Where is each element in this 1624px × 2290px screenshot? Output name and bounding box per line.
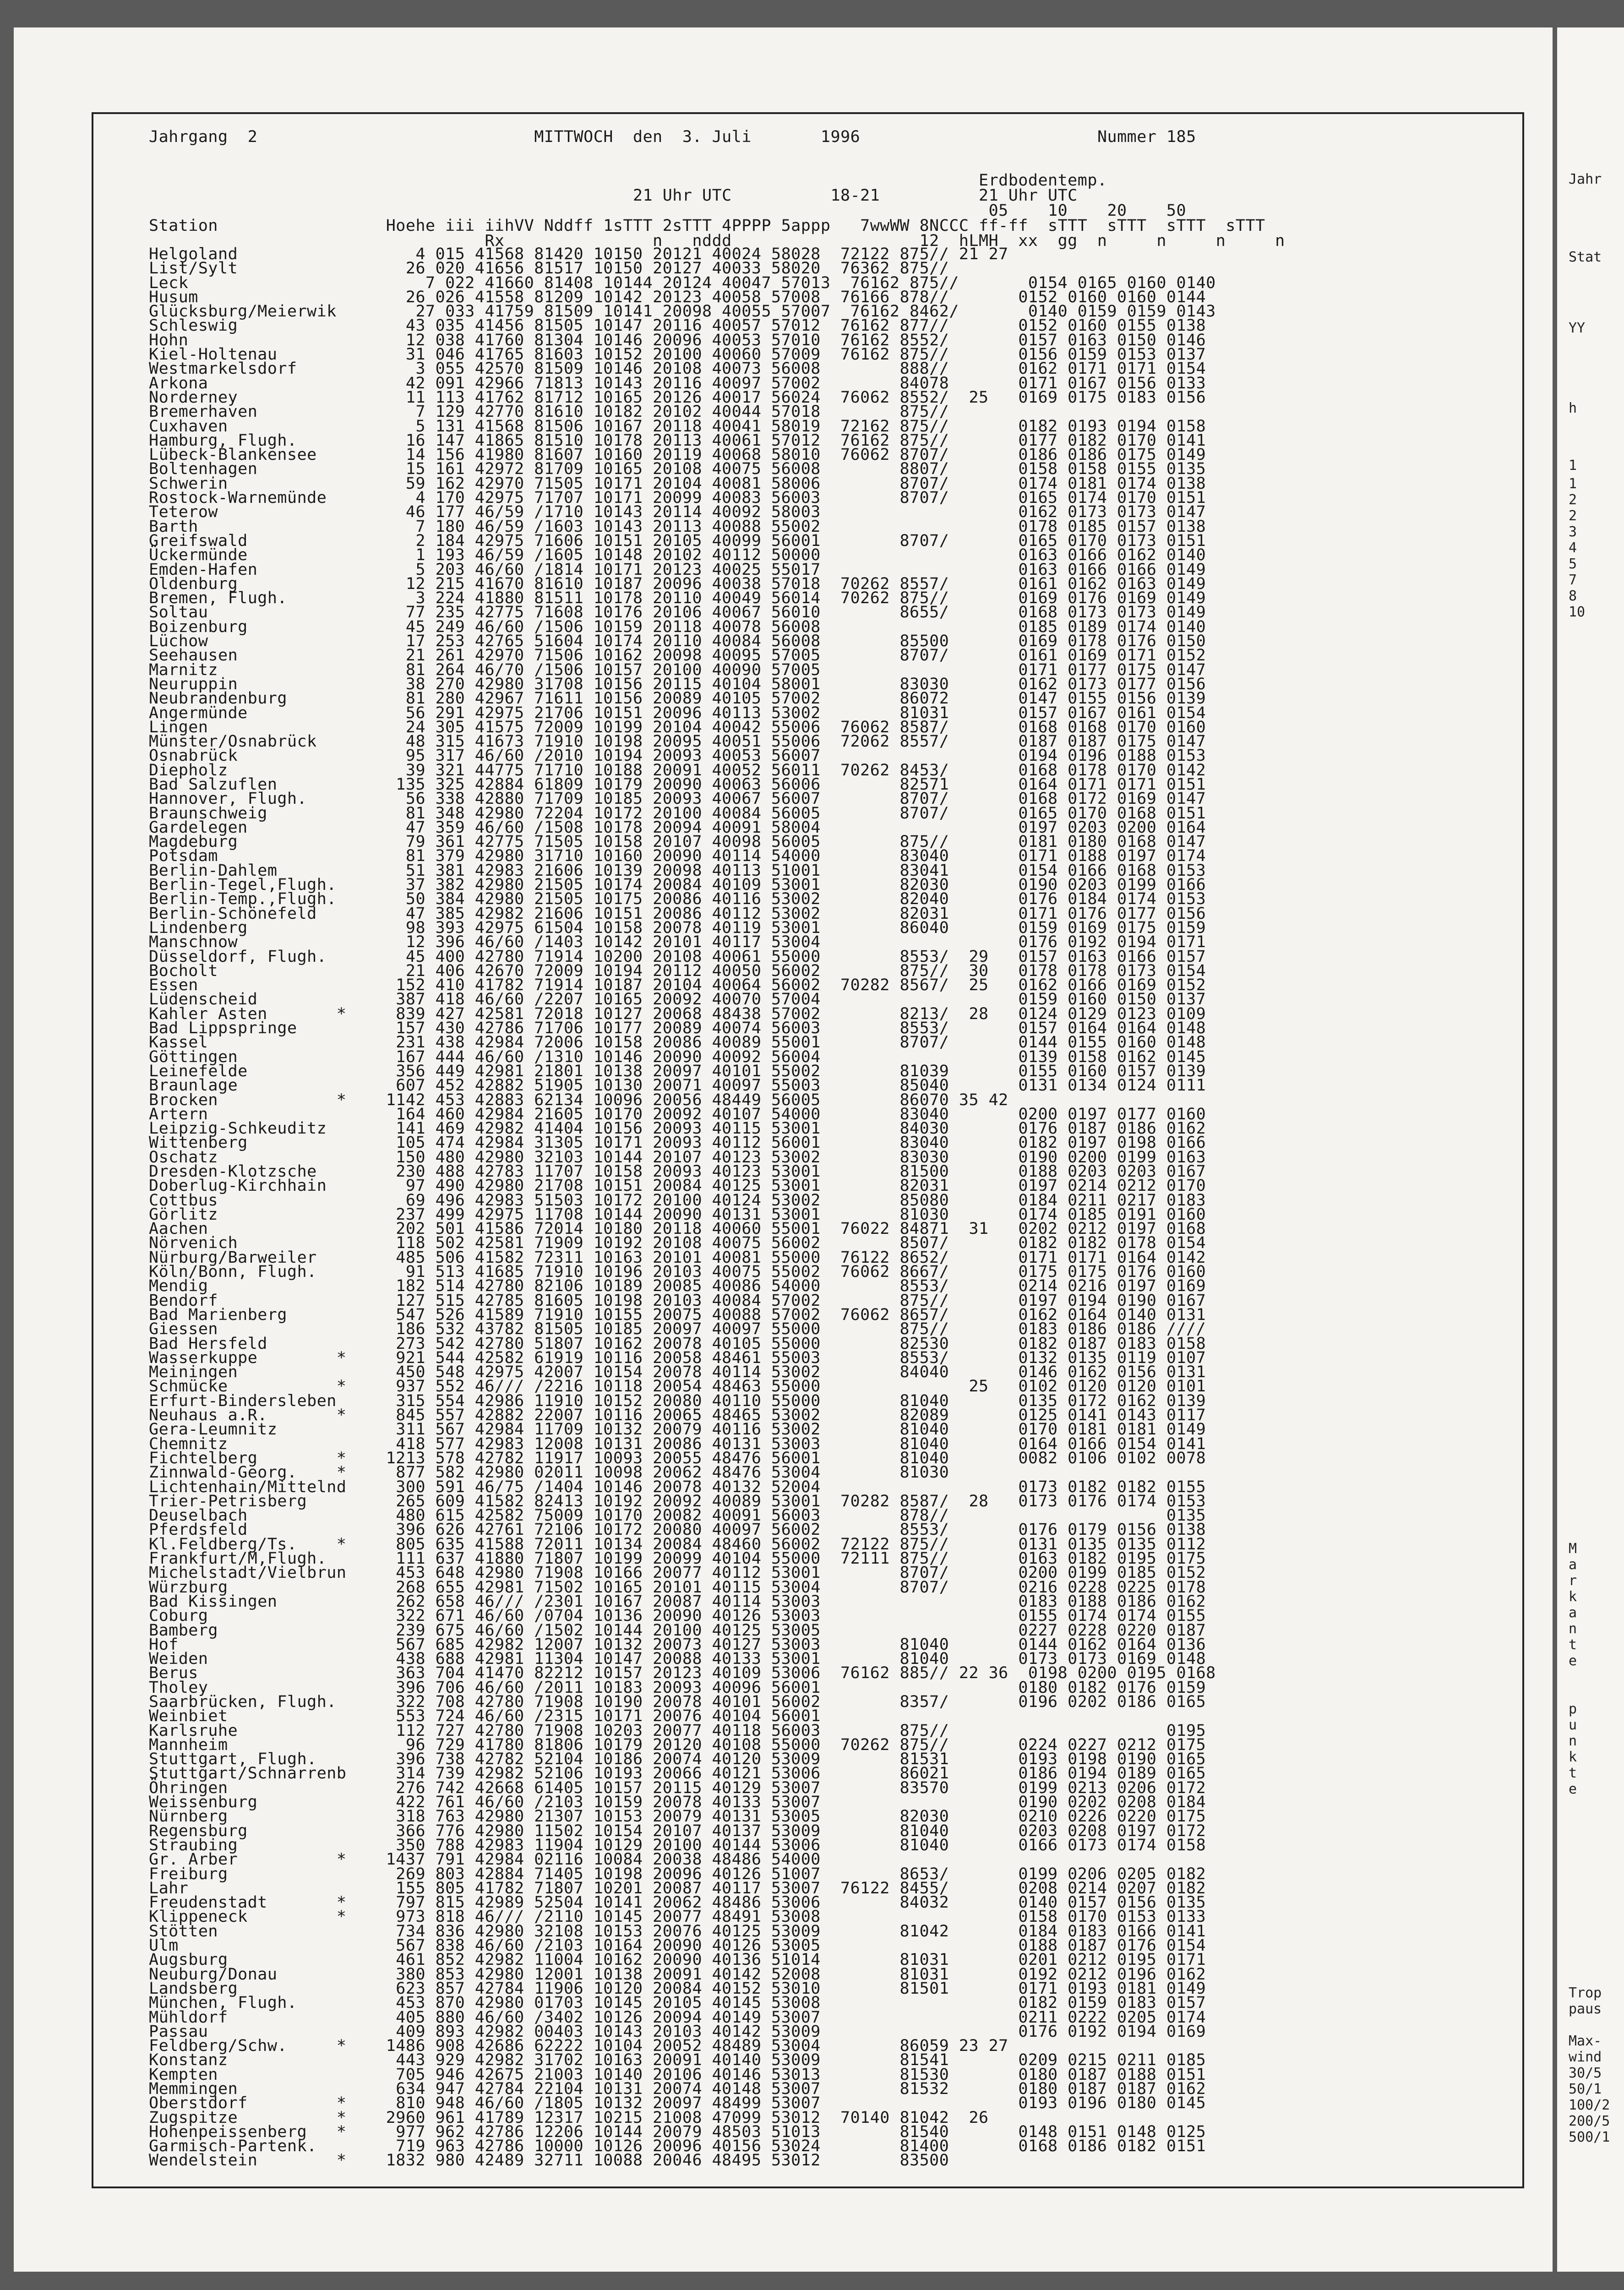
table-row: Öhringen 276 742 42668 61405 10157 20115 40129 53007 83570 0199 0213 0206 0172 [149, 1778, 1206, 1797]
next-page-fragment: k [1569, 1749, 1577, 1765]
table-row: Karlsruhe 112 727 42780 71908 10203 20077 40118 56003 875// 0195 [149, 1721, 1206, 1740]
table-row: List/Sylt 26 020 41656 81517 10150 20127 40033 58020 76362 875// [149, 259, 949, 278]
table-row: Lüchow 17 253 42765 51604 10174 20110 40084 56008 85500 0169 0178 0176 0150 [149, 632, 1206, 651]
table-row: Augsburg 461 852 42982 11004 10162 20090 40136 51014 81031 0201 0212 0195 0171 [149, 1951, 1206, 1969]
table-row: Berlin-Tegel,Flugh. 37 382 42980 21505 10174 20084 40109 53001 82030 0190 0203 0199 0166 [149, 876, 1206, 894]
table-row: Berlin-Temp.,Flugh. 50 384 42980 21505 10175 20086 40116 53002 82040 0176 0184 0174 0153 [149, 890, 1206, 909]
table-row: Hof 567 685 42982 12007 10132 20073 40127 53003 81040 0144 0162 0164 0136 [149, 1635, 1206, 1654]
table-row: Lichtenhain/Mittelnd 300 591 46/75 /1404 10146 20078 40132 52004 0173 0182 0182 0155 [149, 1478, 1206, 1496]
table-row: Gr. Arber * 1437 791 42984 02116 10084 20038 48486 54000 [149, 1850, 821, 1869]
next-page-sheet [1557, 27, 1624, 2272]
table-row: Aachen 202 501 41586 72014 10180 20118 40060 55001 76022 84871 31 0202 0212 0197 0168 [149, 1220, 1206, 1238]
table-row: Lindenberg 98 393 42975 61504 10158 20078 40119 53001 86040 0159 0169 0175 0159 [149, 918, 1206, 937]
table-row: Frankfurt/M,Flugh. 111 637 41880 71807 10199 20099 40104 55000 72111 875// 0163 0182 0195 0175 [149, 1549, 1206, 1568]
next-page-fragment: t [1569, 1637, 1577, 1653]
table-row: Berus 363 704 41470 82212 10157 20123 40109 53006 76162 885// 22 36 0198 0200 0195 0168 [149, 1664, 1216, 1683]
table-row: Hannover, Flugh. 56 338 42880 71709 10185 20093 40067 56007 8707/ 0168 0172 0169 0147 [149, 790, 1206, 808]
next-page-fragment: 7 [1569, 572, 1577, 588]
table-row: Osnabrück 95 317 46/60 /2010 10194 20093 40053 56007 0194 0196 0188 0153 [149, 747, 1206, 765]
table-row: Chemnitz 418 577 42983 12008 10131 20086 40131 53003 81040 0164 0166 0154 0141 [149, 1434, 1206, 1453]
station-table [149, 247, 1216, 2168]
table-row: Kassel 231 438 42984 72006 10158 20086 40089 55001 8707/ 0144 0155 0160 0148 [149, 1033, 1206, 1052]
table-row: Lahr 155 805 41782 71807 10201 20087 40117 53007 76122 8455/ 0208 0214 0207 0182 [149, 1879, 1206, 1897]
table-row: Nürburg/Barweiler 485 506 41582 72311 10163 20101 40081 55000 76122 8652/ 0171 0171 0164 0142 [149, 1248, 1206, 1267]
next-page-fragment: 1 [1569, 458, 1577, 474]
table-row: Lübeck-Blankensee 14 156 41980 81607 10160 20119 40068 58010 76062 8707/ 0186 0186 0175 0149 [149, 446, 1206, 464]
table-row: Stuttgart, Flugh. 396 738 42782 52104 10186 20074 40120 53009 81531 0193 0198 0190 0165 [149, 1750, 1206, 1769]
table-row: Klippeneck * 973 818 46/// /2110 10145 20077 48491 53008 0158 0170 0153 0133 [149, 1908, 1206, 1926]
table-row: Boltenhagen 15 161 42972 81709 10165 20108 40075 56008 8807/ 0158 0158 0155 0135 [149, 460, 1206, 479]
table-row: Braunlage 607 452 42882 51905 10130 20071 40097 55003 85040 0131 0134 0124 0111 [149, 1076, 1206, 1095]
table-row: Düsseldorf, Flugh. 45 400 42780 71914 10200 20108 40061 55000 8553/ 29 0157 0163 0166 0157 [149, 947, 1206, 966]
table-row: Bendorf 127 515 42785 81605 10198 20103 40084 57002 875// 0197 0194 0190 0167 [149, 1291, 1206, 1310]
page-header [149, 130, 1196, 145]
table-row: Konstanz 443 929 42982 31702 10163 20091 40140 53009 81541 0209 0215 0211 0185 [149, 2051, 1206, 2070]
table-row: Glücksburg/Meierwik 27 033 41759 81509 10141 20098 40055 57007 76162 8462/ 0140 0159 0159 0143 [149, 302, 1216, 321]
table-row: Norderney 11 113 41762 81712 10165 20126 40017 56024 76062 8552/ 25 0169 0175 0183 0156 [149, 388, 1206, 407]
table-row: Schmücke * 937 552 46/// /2216 10118 20054 48463 55000 25 0102 0120 0120 0101 [149, 1377, 1206, 1396]
table-row: Bremen, Flugh. 3 224 41880 81511 10178 20110 40049 56014 70262 875// 0169 0176 0169 0149 [149, 589, 1206, 608]
issue-number: Nummer 185 [1097, 128, 1196, 146]
table-row: Tholey 396 706 46/60 /2011 10183 20093 40096 56001 0180 0182 0176 0159 [149, 1678, 1206, 1697]
column-header-line-2: 21 Uhr UTC 18-21 21 Uhr UTC [149, 186, 1078, 205]
table-row: Oschatz 150 480 42980 32103 10144 20107 40123 53002 83030 0190 0200 0199 0163 [149, 1148, 1206, 1167]
table-row: Bad Kissingen 262 658 46/// /2301 10167 20087 40114 53003 0183 0188 0186 0162 [149, 1592, 1206, 1611]
next-page-fragment: h [1569, 400, 1577, 416]
table-row: Bad Marienberg 547 526 41589 71910 10155 20075 40088 57002 76062 8657/ 0162 0164 0140 0131 [149, 1305, 1206, 1324]
table-row: Feldberg/Schw. * 1486 908 42686 62222 10104 20052 48489 53004 86059 23 27 [149, 2037, 1008, 2056]
table-row: Freiburg 269 803 42884 71405 10198 20096 40126 51007 8653/ 0199 0206 0205 0182 [149, 1865, 1206, 1883]
next-page-fragment: Stat [1569, 249, 1602, 265]
table-row: Diepholz 39 321 44775 71710 10188 20091 40052 56011 70262 8453/ 0168 0178 0170 0142 [149, 761, 1206, 780]
table-row: Ulm 567 838 46/60 /2103 10164 20090 40126 53005 0188 0187 0176 0154 [149, 1936, 1206, 1955]
table-row: Mendig 182 514 42780 82106 10189 20085 40086 54000 8553/ 0214 0216 0197 0169 [149, 1277, 1206, 1296]
table-row: Boizenburg 45 249 46/60 /1506 10159 20118 40078 56008 0185 0189 0174 0140 [149, 617, 1206, 636]
table-row: Köln/Bonn, Flugh. 91 513 41685 71910 10196 20103 40075 55002 76062 8667/ 0175 0175 0176 0160 [149, 1263, 1206, 1281]
table-row: Husum 26 026 41558 81209 10142 20123 40058 57008 76166 878// 0152 0160 0160 0144 [149, 288, 1206, 306]
column-header-line-5: Rx n nddd 12 hLMH xx gg n n n n [149, 232, 1285, 250]
next-page-fragment: k [1569, 1589, 1577, 1605]
table-row: Meiningen 450 548 42975 42007 10154 20078 40114 53002 84040 0146 0162 0156 0131 [149, 1363, 1206, 1382]
next-page-fragment: 50/1 [1569, 2081, 1602, 2097]
next-page-fragment: 10 [1569, 604, 1586, 620]
table-row: Straubing 350 788 42983 11904 10129 20100 40144 53006 81040 0166 0173 0174 0158 [149, 1836, 1206, 1854]
column-header-line-4: Station Hoehe iii iihVV Nddff 1sTTT 2sTTT 4PPPP 5appp 7wwWW 8NCCC ff-ff sTTT sTTT sTTT sTTT [149, 217, 1265, 235]
table-row: Neuhaus a.R. * 845 557 42882 22007 10116 20065 48465 53002 82089 0125 0141 0143 0117 [149, 1406, 1206, 1425]
table-row: Pferdsfeld 396 626 42761 72106 10172 20080 40097 56002 8553/ 0176 0179 0156 0138 [149, 1521, 1206, 1539]
table-row: Coburg 322 671 46/60 /0704 10136 20090 40126 53003 0155 0174 0174 0155 [149, 1607, 1206, 1625]
column-header-line-3: 05 10 20 50 [149, 202, 1187, 220]
table-row: Weissenburg 422 761 46/60 /2103 10159 20078 40133 53007 0190 0202 0208 0184 [149, 1793, 1206, 1812]
table-row: Emden-Hafen 5 203 46/60 /1814 10171 20123 40025 55017 0163 0166 0166 0149 [149, 560, 1206, 579]
next-page-fragment: a [1569, 1557, 1577, 1573]
next-page-fragment: n [1569, 1733, 1577, 1749]
table-row: Regensburg 366 776 42980 11502 10154 20107 40137 53009 81040 0203 0208 0197 0172 [149, 1821, 1206, 1840]
table-row: Barth 7 180 46/59 /1603 10143 20113 40088 55002 0178 0185 0157 0138 [149, 517, 1206, 536]
table-row: Freudenstadt * 797 815 42989 52504 10141 20062 48486 53006 84032 0140 0157 0156 0135 [149, 1893, 1206, 1912]
table-row: Trier-Petrisberg 265 609 41582 82413 10192 20092 40089 53001 70282 8587/ 28 0173 0176 0174 0153 [149, 1492, 1206, 1510]
table-row: Neuruppin 38 270 42980 31708 10156 20115 40104 58001 83030 0162 0173 0177 0156 [149, 675, 1206, 693]
table-row: Giessen 186 532 43782 81505 10185 20097 40097 55000 875// 0183 0186 0186 //// [149, 1320, 1206, 1339]
table-row: Wittenberg 105 474 42984 31305 10171 20093 40112 56001 83040 0182 0197 0198 0166 [149, 1134, 1206, 1152]
table-row: Hohenpeissenberg * 977 962 42786 12206 10144 20079 48503 51013 81540 0148 0151 0148 0125 [149, 2122, 1206, 2141]
next-page-fragment: a [1569, 1605, 1577, 1621]
next-page-fragment: 2 [1569, 492, 1577, 508]
table-row: Michelstadt/Vielbrun 453 648 42980 71908 10166 20077 40112 53001 8707/ 0200 0199 0185 0152 [149, 1564, 1206, 1582]
table-row: Wasserkuppe * 921 544 42582 61919 10116 20058 48461 55003 8553/ 0132 0135 0119 0107 [149, 1348, 1206, 1367]
table-row: Berlin-Dahlem 51 381 42983 21606 10139 20098 40113 51001 83041 0154 0166 0168 0153 [149, 861, 1206, 880]
table-row: Weiden 438 688 42981 11304 10147 20088 40133 53001 81040 0173 0173 0169 0148 [149, 1650, 1206, 1668]
next-page-fragment: u [1569, 1717, 1577, 1733]
table-row: Lingen 24 305 41575 72009 10199 20104 40042 55006 76062 8587/ 0168 0168 0170 0160 [149, 718, 1206, 736]
table-row: Kempten 705 946 42675 21003 10140 20106 40146 53013 81530 0180 0187 0188 0151 [149, 2065, 1206, 2084]
table-row: Marnitz 81 264 46/70 /1506 10157 20100 40090 57005 0171 0177 0175 0147 [149, 660, 1206, 679]
table-row: Leck 7 022 41660 81408 10144 20124 40047 57013 76162 875// 0154 0165 0160 0140 [149, 273, 1216, 292]
table-row: Bad Lippspringe 157 430 42786 71706 10177 20089 40074 56003 8553/ 0157 0164 0164 0148 [149, 1019, 1206, 1038]
table-row: Würzburg 268 655 42981 71502 10165 20101 40115 53004 8707/ 0216 0228 0225 0178 [149, 1578, 1206, 1597]
table-row: Saarbrücken, Flugh. 322 708 42780 71908 10190 20078 40101 56002 8357/ 0196 0202 0186 0165 [149, 1692, 1206, 1711]
table-row: Schwerin 59 162 42970 71505 10171 20104 40081 58006 8707/ 0174 0181 0174 0138 [149, 474, 1206, 493]
table-row: Angermünde 56 291 42975 21706 10151 20096 40113 53002 81031 0157 0167 0161 0154 [149, 703, 1206, 722]
table-row: München, Flugh. 453 870 42980 01703 10145 20105 40145 53008 0182 0159 0183 0157 [149, 1994, 1206, 2012]
next-page-fragment: r [1569, 1573, 1577, 1589]
next-page-fragment: 3 [1569, 524, 1577, 540]
table-row: Manschnow 12 396 46/60 /1403 10142 20101 40117 53004 0176 0192 0194 0171 [149, 933, 1206, 952]
year-label: 1996 [820, 128, 861, 146]
table-row: Greifswald 2 184 42975 71606 10151 20105 40099 56001 8707/ 0165 0170 0173 0151 [149, 531, 1206, 550]
table-row: Nörvenich 118 502 42581 71909 10192 20108 40075 56002 8507/ 0182 0182 0178 0154 [149, 1234, 1206, 1253]
next-page-fragment: 30/5 [1569, 2065, 1602, 2081]
next-page-fragment: t [1569, 1765, 1577, 1781]
table-row: Passau 409 893 42982 00403 10143 20103 40142 53009 0176 0192 0194 0169 [149, 2022, 1206, 2041]
table-row: Deuselbach 480 615 42582 75009 10170 20082 40091 56003 878// 0135 [149, 1506, 1206, 1525]
table-row: Neubrandenburg 81 280 42967 71611 10156 20089 40105 57002 86072 0147 0155 0156 0139 [149, 689, 1206, 708]
table-row: Zinnwald-Georg. * 877 582 42980 02011 10098 20062 48476 53004 81030 [149, 1463, 949, 1482]
table-row: Nürnberg 318 763 42980 21307 10153 20079 40131 53005 82030 0210 0226 0220 0175 [149, 1807, 1206, 1826]
table-row: Weinbiet 553 724 46/60 /2315 10171 20076 40104 56001 [149, 1707, 821, 1726]
table-row: Landsberg 623 857 42784 11906 10120 20084 40152 53010 81501 0171 0193 0181 0149 [149, 1979, 1206, 1998]
table-row: Lüdenscheid 387 418 46/60 /2207 10165 20092 40070 57004 0159 0160 0150 0137 [149, 990, 1206, 1009]
table-row: Essen 152 410 41782 71914 10187 20104 40064 56002 70282 8567/ 25 0162 0166 0169 0152 [149, 976, 1206, 995]
next-page-fragment: 5 [1569, 556, 1577, 572]
table-row: Oberstdorf * 810 948 46/60 /1805 10132 20097 48499 53007 0193 0196 0180 0145 [149, 2094, 1206, 2113]
next-page-fragment: 2 [1569, 508, 1577, 524]
table-row: Artern 164 460 42984 21605 10170 20092 40107 54000 83040 0200 0197 0177 0160 [149, 1105, 1206, 1123]
table-row: Fichtelberg * 1213 578 42782 11917 10093 20055 48476 56001 81040 0082 0106 0102 0078 [149, 1449, 1206, 1467]
table-row: Cuxhaven 5 131 41568 81506 10167 20118 40041 58019 72162 875// 0182 0193 0194 0158 [149, 417, 1206, 436]
jahrgang-label: Jahrgang 2 [149, 128, 258, 146]
table-row: Memmingen 634 947 42784 22104 10131 20074 40148 53007 81532 0180 0187 0187 0162 [149, 2080, 1206, 2098]
table-row: Neuburg/Donau 380 853 42980 12001 10138 20091 40142 52008 81031 0192 0212 0196 0162 [149, 1965, 1206, 1984]
table-row: Kl.Feldberg/Ts. * 805 635 41588 72011 10134 20084 48460 56002 72122 875// 0131 0135 0135 0112 [149, 1535, 1206, 1554]
weekday-date: MITTWOCH den 3. Juli [534, 128, 752, 146]
column-header-line-1: Erdbodentemp. [149, 171, 1107, 190]
table-row: Braunschweig 81 348 42980 72204 10172 20100 40084 56005 8707/ 0165 0170 0168 0151 [149, 804, 1206, 823]
table-row: Kahler Asten * 839 427 42581 72018 10127 20068 48438 57002 8213/ 28 0124 0129 0123 0109 [149, 1004, 1206, 1023]
table-row: Berlin-Schönefeld 47 385 42982 21606 10151 20086 40112 53002 82031 0171 0176 0177 0156 [149, 904, 1206, 923]
column-header [149, 173, 1285, 249]
table-row: Schleswig 43 035 41456 81505 10147 20116 40057 57012 76162 877// 0152 0160 0155 0138 [149, 316, 1206, 335]
table-row: Dresden-Klotzsche 230 488 42783 11707 10158 20093 40123 53001 81500 0188 0203 0203 0167 [149, 1162, 1206, 1181]
table-row: Leipzig-Schkeuditz 141 469 42982 41404 10156 20093 40115 53001 84030 0176 0187 0186 0162 [149, 1119, 1206, 1138]
next-page-fragment: e [1569, 1781, 1577, 1797]
next-page-fragment: Jahr [1569, 171, 1602, 187]
table-row: Münster/Osnabrück 48 315 41673 71910 10198 20095 40051 55006 72062 8557/ 0187 0187 0175 0147 [149, 732, 1206, 751]
next-page-fragment: paus [1569, 2001, 1602, 2017]
table-row: Mannheim 96 729 41780 81806 10179 20120 40108 55000 70262 875// 0224 0227 0212 0175 [149, 1735, 1206, 1754]
table-row: Stuttgart/Schnarrenb 314 739 42982 52106 10193 20066 40121 53006 86021 0186 0194 0189 0165 [149, 1764, 1206, 1783]
next-page-fragment: M [1569, 1541, 1577, 1557]
next-page-fragment: 8 [1569, 588, 1577, 604]
table-row: Hohn 12 038 41760 81304 10146 20096 40053 57010 76162 8552/ 0157 0163 0150 0146 [149, 331, 1206, 349]
next-page-fragment: 500/1 [1569, 2129, 1610, 2145]
table-row: Bad Hersfeld 273 542 42780 51807 10162 20078 40105 55000 82530 0182 0187 0183 0158 [149, 1334, 1206, 1353]
table-row: Zugspitze * 2960 961 41789 12317 10215 21008 47099 53012 70140 81042 26 [149, 2108, 989, 2127]
table-row: Stötten 734 836 42980 32108 10153 20076 40125 53009 81042 0184 0183 0166 0141 [149, 1922, 1206, 1941]
table-row: Arkona 42 091 42966 71813 10143 20116 40097 57002 84078 0171 0167 0156 0133 [149, 374, 1206, 393]
table-row: Rostock-Warnemünde 4 170 42975 71707 10171 20099 40083 56003 8707/ 0165 0174 0170 0151 [149, 489, 1206, 507]
table-row: Doberlug-Kirchhain 97 490 42980 21708 10151 20084 40125 53001 82031 0197 0214 0212 0170 [149, 1177, 1206, 1195]
next-page-fragment: YY [1569, 320, 1586, 336]
next-page-fragment: p [1569, 1701, 1577, 1717]
next-page-fragment: Trop [1569, 1985, 1602, 2001]
table-row: Oldenburg 12 215 41670 81610 10187 20096 40038 57018 70262 8557/ 0161 0162 0163 0149 [149, 574, 1206, 593]
table-row: Soltau 77 235 42775 71608 10176 20106 40067 56010 8655/ 0168 0173 0173 0149 [149, 603, 1206, 622]
table-row: Garmisch-Partenk. 719 963 42786 10000 10126 20096 40156 53024 81400 0168 0186 0182 0151 [149, 2137, 1206, 2156]
table-row: Bocholt 21 406 42670 72009 10194 20112 40050 56002 875// 30 0178 0178 0173 0154 [149, 961, 1206, 980]
table-row: Mühldorf 405 880 46/60 /3402 10126 20094 40149 53007 0211 0222 0205 0174 [149, 2008, 1206, 2027]
table-row: Teterow 46 177 46/59 /1710 10143 20114 40092 58003 0162 0173 0173 0147 [149, 503, 1206, 522]
table-row: Helgoland 4 015 41568 81420 10150 20121 40024 58028 72122 875// 21 27 [149, 245, 1008, 263]
table-row: Leinefelde 356 449 42981 21801 10138 20097 40101 55002 81039 0155 0160 0157 0139 [149, 1062, 1206, 1080]
next-page-fragment: wind [1569, 2049, 1602, 2065]
next-page-fragment: Max- [1569, 2033, 1602, 2049]
table-row: Hamburg, Flugh. 16 147 41865 81510 10178 20113 40061 57012 76162 875// 0177 0182 0170 0141 [149, 431, 1206, 450]
next-page-fragment: n [1569, 1621, 1577, 1637]
table-row: Erfurt-Bindersleben 315 554 42986 11910 10152 20080 40110 55000 81040 0135 0172 0162 0139 [149, 1391, 1206, 1410]
table-row: Ückermünde 1 193 46/59 /1605 10148 20102 40112 50000 0163 0166 0162 0140 [149, 546, 1206, 565]
next-page-fragment: 1 [1569, 476, 1577, 492]
table-row: Görlitz 237 499 42975 11708 10144 20090 40131 53001 81030 0174 0185 0191 0160 [149, 1205, 1206, 1224]
next-page-fragment: e [1569, 1653, 1577, 1669]
table-row: Kiel-Holtenau 31 046 41765 81603 10152 20100 40060 57009 76162 875// 0156 0159 0153 0137 [149, 345, 1206, 364]
table-row: Seehausen 21 261 42970 71506 10162 20098 40095 57005 8707/ 0161 0169 0171 0152 [149, 646, 1206, 665]
table-row: Westmarkelsdorf 3 055 42570 81509 10146 20108 40073 56008 888// 0162 0171 0171 0154 [149, 360, 1206, 378]
table-row: Göttingen 167 444 46/60 /1310 10146 20090 40092 56004 0139 0158 0162 0145 [149, 1047, 1206, 1066]
table-row: Bamberg 239 675 46/60 /1502 10144 20100 40125 53005 0227 0228 0220 0187 [149, 1621, 1206, 1640]
table-row: Brocken * 1142 453 42883 62134 10096 20056 48449 56005 86070 35 42 [149, 1090, 1008, 1109]
next-page-fragment: 4 [1569, 540, 1577, 556]
table-row: Cottbus 69 496 42983 51503 10172 20100 40124 53002 85080 0184 0211 0217 0183 [149, 1191, 1206, 1210]
table-row: Gera-Leumnitz 311 567 42984 11709 10132 20079 40116 53002 81040 0170 0181 0181 0149 [149, 1420, 1206, 1439]
table-row: Bad Salzuflen 135 325 42884 61809 10179 20090 40063 56006 82571 0164 0171 0171 0151 [149, 775, 1206, 794]
next-page-fragment: 200/5 [1569, 2113, 1610, 2129]
next-page-fragment: 100/2 [1569, 2097, 1610, 2113]
table-row: Gardelegen 47 359 46/60 /1508 10178 20094 40091 58004 0197 0203 0200 0164 [149, 818, 1206, 837]
table-row: Wendelstein * 1832 980 42489 32711 10088 20046 48495 53012 83500 [149, 2151, 949, 2170]
table-row: Bremerhaven 7 129 42770 81610 10182 20102 40044 57018 875// [149, 403, 949, 421]
table-row: Potsdam 81 379 42980 31710 10160 20090 40114 54000 83040 0171 0188 0197 0174 [149, 847, 1206, 866]
table-row: Magdeburg 79 361 42775 71505 10158 20107 40098 56005 875// 0181 0180 0168 0147 [149, 833, 1206, 851]
